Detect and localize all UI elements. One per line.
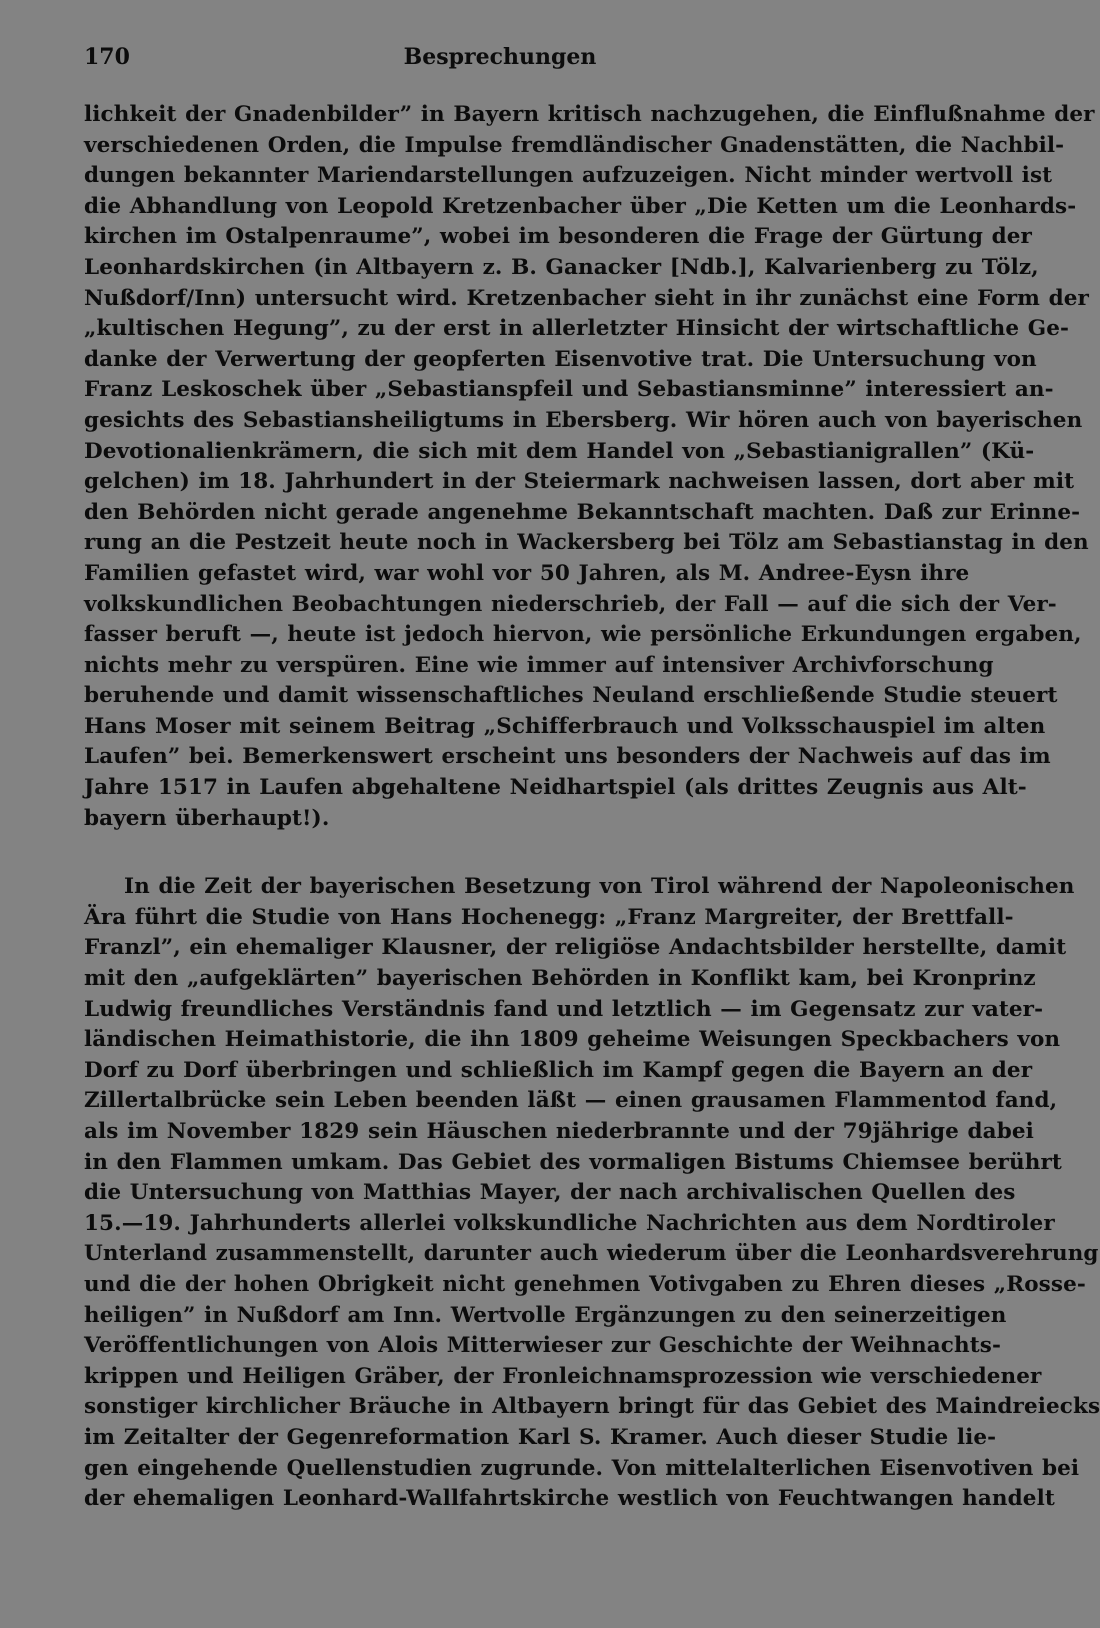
text-line: Leonhardskirchen (in Altbayern z. B. Ganacker [Ndb.], Kalvarienberg zu Tölz, [84, 254, 1039, 280]
text-line: Devotionalienkrämern, die sich mit dem Handel von „Sebastianigrallen” (Kü- [84, 438, 1035, 464]
text-line: dungen bekannter Mariendarstellungen aufzuzeigen. Nicht minder wertvoll ist [84, 163, 1053, 189]
text-line: gelchen) im 18. Jahrhundert in der Steiermark nachweisen lassen, dort aber mit [84, 469, 1075, 495]
text-line: Ära führt die Studie von Hans Hochenegg: „Franz Margreiter, der Brettfall- [84, 904, 1014, 930]
text-line: Ludwig freundliches Verständnis fand und letztlich — im Gegensatz zur vater- [84, 996, 1044, 1022]
text-line: In die Zeit der bayerischen Besetzung von Tirol während der Napoleonischen [124, 874, 1075, 900]
text-line: rung an die Pestzeit heute noch in Wackersberg bei Tölz am Sebastianstag in den [84, 530, 1089, 556]
text-line: beruhende und damit wissenschaftliches Neuland erschließende Studie steuert [84, 683, 1058, 709]
body-text [84, 100, 1100, 1515]
text-line: 15.—19. Jahrhunderts allerlei volkskundliche Nachrichten aus dem Nordtiroler [84, 1210, 1055, 1236]
page-header [84, 44, 916, 76]
text-line: Franzl”, ein ehemaliger Klausner, der religiöse Andachtsbilder herstellte, damit [84, 935, 1067, 961]
text-line: nichts mehr zu verspüren. Eine wie immer auf intensiver Archivforschung [84, 652, 994, 678]
text-line: Unterland zusammenstellt, darunter auch wiederum über die Leonhardsverehrung [84, 1241, 1099, 1267]
paragraph-gap [84, 834, 918, 872]
text-line: in den Flammen umkam. Das Gebiet des vormaligen Bistums Chiemsee berührt [84, 1149, 1062, 1175]
paragraph-2 [84, 872, 1100, 1514]
text-line: volkskundlichen Beobachtungen niederschrieb, der Fall — auf die sich der Ver- [84, 591, 1057, 617]
text-line: mit den „aufgeklärten” bayerischen Behörden in Konflikt kam, bei Kronprinz [84, 966, 1036, 992]
text-line: ländischen Heimathistorie, die ihn 1809 geheime Weisungen Speckbachers von [84, 1027, 1061, 1053]
text-line: gesichts des Sebastiansheiligtums in Ebersberg. Wir hören auch von bayerischen [84, 407, 1083, 433]
text-line: die Untersuchung von Matthias Mayer, der nach archivalischen Quellen des [84, 1180, 1016, 1206]
text-line: Jahre 1517 in Laufen abgehaltene Neidhartspiel (als drittes Zeugnis aus Alt- [84, 775, 1027, 801]
text-line: krippen und Heiligen Gräber, der Fronleichnamsprozession wie verschiedener [84, 1363, 1042, 1389]
text-line: Zillertalbrücke sein Leben beenden läßt — einen grausamen Flammentod fand, [84, 1088, 1058, 1114]
text-line: der ehemaligen Leonhard-Wallfahrtskirche westlich von Feuchtwangen handelt [84, 1486, 1055, 1512]
text-line: „kultischen Hegung”, zu der erst in allerletzter Hinsicht der wirtschaftliche Ge- [84, 316, 1069, 342]
text-line: sonstiger kirchlicher Bräuche in Altbayern bringt für das Gebiet des Maindreiecks [84, 1394, 1100, 1420]
text-line: heiligen” in Nußdorf am Inn. Wertvolle Ergänzungen zu den seinerzeitigen [84, 1302, 1007, 1328]
page-number: 170 [84, 44, 130, 70]
text-line: danke der Verwertung der geopferten Eisenvotive trat. Die Untersuchung von [84, 346, 1037, 372]
text-line: als im November 1829 sein Häuschen niederbrannte und der 79jährige dabei [84, 1119, 1034, 1144]
text-line: Laufen” bei. Bemerkenswert erscheint uns besonders der Nachweis auf das im [84, 744, 1051, 770]
running-head: Besprechungen [403, 44, 597, 70]
text-line: Hans Moser mit seinem Beitrag „Schifferbrauch und Volksschauspiel im alten [84, 713, 1046, 739]
text-line: Dorf zu Dorf überbringen und schließlich im Kampf gegen die Bayern an der [84, 1057, 1033, 1083]
text-line: im Zeitalter der Gegenreformation Karl S. Kramer. Auch dieser Studie lie- [84, 1424, 997, 1450]
text-line: den Behörden nicht gerade angenehme Bekanntschaft machten. Daß zur Erinne- [84, 499, 1081, 525]
text-line: verschiedenen Orden, die Impulse fremdländischer Gnadenstätten, die Nachbil- [84, 132, 1065, 158]
text-line: Familien gefastet wird, war wohl vor 50 Jahren, als M. Andree-Eysn ihre [84, 560, 970, 586]
text-line: Franz Leskoschek über „Sebastianspfeil und Sebastiansminne” interessiert an- [84, 377, 1054, 403]
paragraph-1 [84, 100, 1095, 834]
text-line: lichkeit der Gnadenbilder” in Bayern kritisch nachzugehen, die Einflußnahme der [84, 102, 1095, 127]
text-line: und die der hohen Obrigkeit nicht genehmen Votivgaben zu Ehren dieses „Rosse- [84, 1271, 1086, 1297]
text-line: bayern überhaupt!). [84, 805, 330, 831]
text-line: gen eingehende Quellenstudien zugrunde. Von mittelalterlichen Eisenvotiven bei [84, 1455, 1080, 1481]
text-line: Veröffentlichungen von Alois Mitterwieser zur Geschichte der Weihnachts- [84, 1333, 1001, 1359]
text-line: kirchen im Ostalpenraume”, wobei im besonderen die Frage der Gürtung der [84, 224, 1032, 250]
text-line: fasser beruft —, heute ist jedoch hiervon, wie persönliche Erkundungen ergaben, [84, 622, 1082, 648]
text-line: Nußdorf/Inn) untersucht wird. Kretzenbacher sieht in ihr zunächst eine Form der [84, 285, 1089, 311]
text-line: die Abhandlung von Leopold Kretzenbacher über „Die Ketten um die Leonhards- [84, 193, 1077, 219]
